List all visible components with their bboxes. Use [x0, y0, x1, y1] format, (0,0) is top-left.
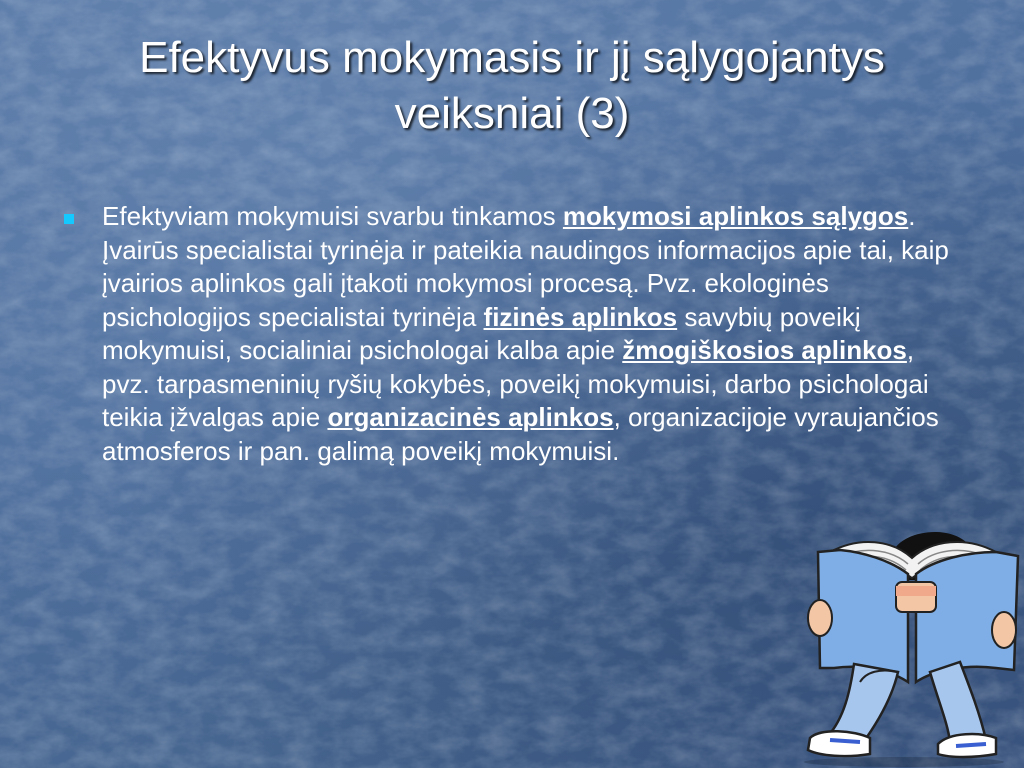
child-reading-book-illustration: [800, 522, 1024, 768]
paragraph-segment: , pvz. tarpasmeninių ryšių kokybės, poveikį mokymuisi, darbo psichologai teikia įžvalgas apie: [102, 335, 929, 432]
emphasis-organizational-environment: organizacinės aplinkos: [327, 402, 614, 432]
slide-title-line-1: Efektyvus mokymasis ir jį sąlygojantys: [139, 33, 885, 82]
emphasis-physical-environment: fizinės aplinkos: [483, 301, 678, 332]
emphasis-human-environment: žmogiškosios aplinkos: [622, 335, 907, 365]
emphasis-learning-environment-conditions: mokymosi aplinkos sąlygos: [562, 201, 909, 231]
paragraph-segment: , organizacijoje vyraujančios atmosferos ir pan. galimą poveikį mokymuisi.: [102, 402, 939, 466]
paragraph-segment: Efektyviam mokymuisi svarbu tinkamos: [102, 201, 563, 231]
square-bullet-icon: [64, 214, 74, 224]
paragraph-segment: . Įvairūs specialistai tyrinėja ir pateikia naudingos informacijos apie tai, kaip įvairios aplinkos gali įtakoti mokymosi procesą. Pvz. ekologinės psichologijos specialistai tyrinėja: [102, 201, 949, 332]
bullet-paragraph: [102, 200, 962, 468]
slide-title-line-2: veiksniai (3): [394, 89, 630, 138]
paragraph-segment: savybių poveikį mokymuisi, socialiniai psichologai kalba apie: [102, 301, 861, 365]
slide-title: [40, 30, 984, 142]
